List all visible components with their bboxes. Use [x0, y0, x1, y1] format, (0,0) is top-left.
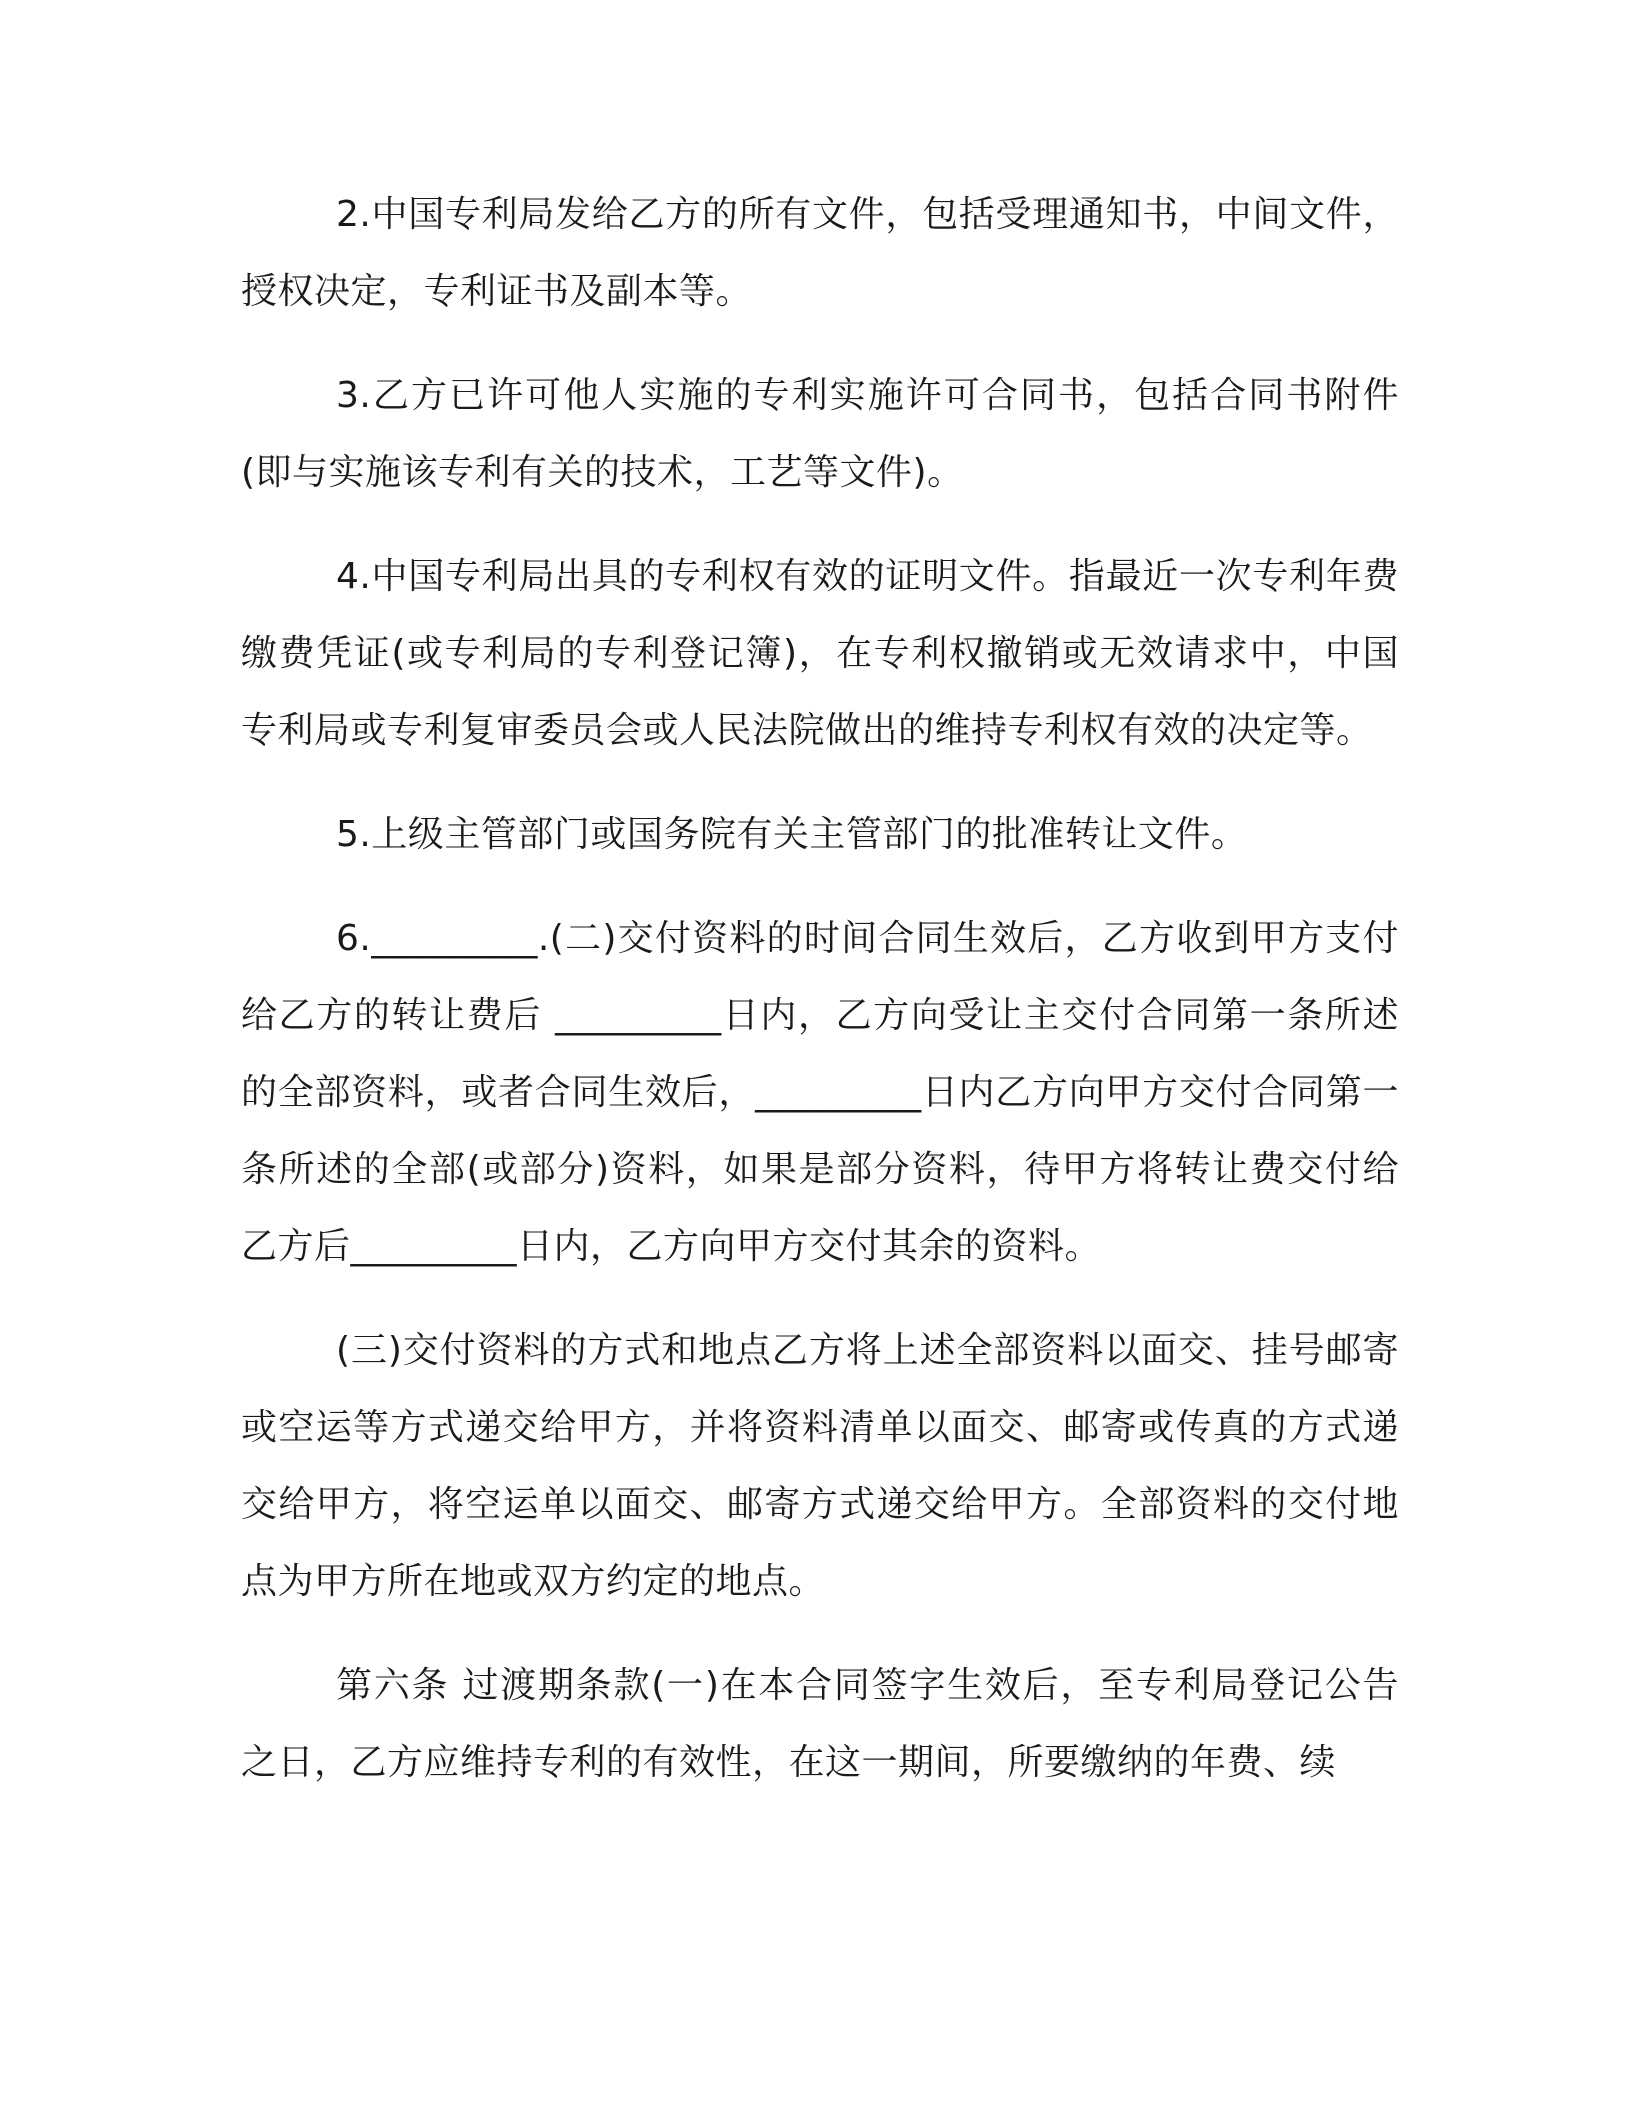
paragraph-item-5: 5.上级主管部门或国务院有关主管部门的批准转让文件。: [336, 814, 1248, 855]
document-body: [241, 176, 1399, 1828]
paragraph-delivery-method: (三)交付资料的方式和地点乙方将上述全部资料以面交、挂号邮寄或空运等方式递交给甲方，并将资料清单以面交、邮寄或传真的方式递交给甲方，将空运单以面交、邮寄方式递交给甲方。全部资料的交付地点为甲方所在地或双方约定的地点。: [241, 1330, 1399, 1602]
paragraph-item-3: 3.乙方已许可他人实施的专利实施许可合同书，包括合同书附件(即与实施该专利有关的技术，工艺等文件)。: [241, 375, 1399, 493]
paragraph-article-six: 第六条 过渡期条款(一)在本合同签字生效后，至专利局登记公告之日，乙方应维持专利的有效性，在这一期间，所要缴纳的年费、续: [241, 1665, 1399, 1783]
paragraph-item-2: 2.中国专利局发给乙方的所有文件，包括受理通知书，中间文件，授权决定，专利证书及副本等。: [241, 194, 1399, 312]
paragraph-item-4: 4.中国专利局出具的专利权有效的证明文件。指最近一次专利年费缴费凭证(或专利局的专利登记簿)，在专利权撤销或无效请求中，中国专利局或专利复审委员会或人民法院做出的维持专利权有效的决定等。: [241, 556, 1399, 751]
paragraph-item-6: 6._________.(二)交付资料的时间合同生效后，乙方收到甲方支付给乙方的转让费后 _________日内，乙方向受让主交付合同第一条所述的全部资料，或者合同生效后，_________日内乙方向甲方交付合同第一条所述的全部(或部分)资料，如果是部分资料，待甲方将转让费交付给乙方后_________日内，乙方向甲方交付其余的资料。: [241, 918, 1399, 1267]
